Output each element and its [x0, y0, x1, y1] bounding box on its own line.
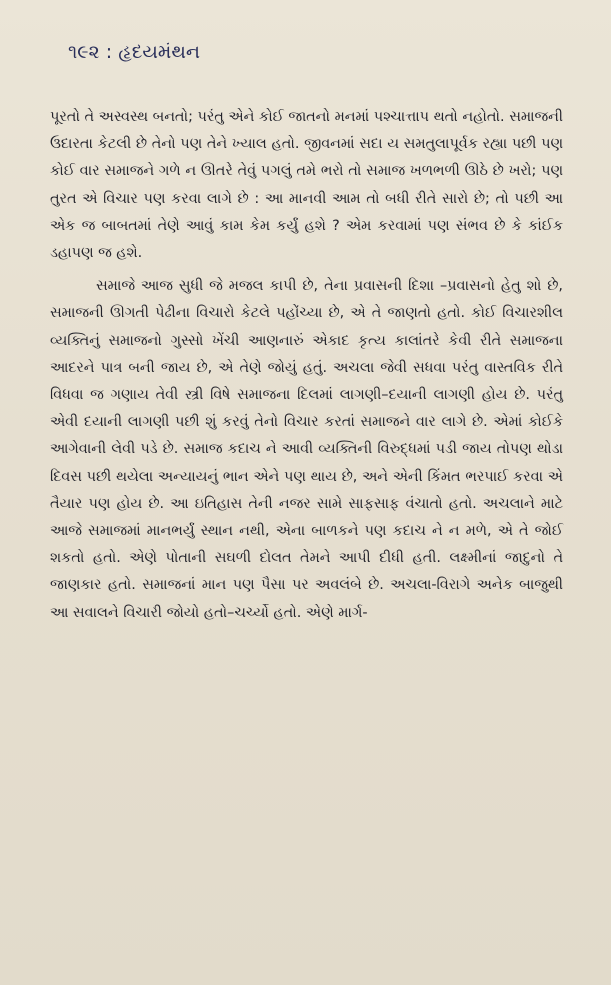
page-number: ૧૯૨ [68, 41, 100, 63]
book-title: હૃદયમંથન [118, 41, 201, 63]
running-header [68, 38, 563, 66]
paragraph-1: પૂરતો તે અસ્વસ્થ બનતો; પરંતુ એને કોઈ જાતનો મનમાં પશ્ચાત્તાપ થતો નહોતો. સમાજની ઉદારતા કેટલી છે તેનો પણ તેને ખ્યાલ હતો. જીવનમાં સદા ય સમતુલાપૂર્વક રહ્યા પછી પણ કોઈ વાર સમાજને ગળે ન ઊતરે તેવું પગલું તમે ભરો તો સમાજ ખળભળી ઊઠે છે ખરો; પણ તુરત એ વિચાર પણ કરવા લાગે છે : આ માનવી આમ તો બધી રીતે સારો છે; તો પછી આ એક જ બાબતમાં તેણે આવું કામ કેમ કર્યું હશે ? એમ કરવામાં પણ સંભવ છે કે કાંઈક ડહાપણ જ હશે. [50, 109, 563, 262]
paragraph-2: સમાજે આજ સુધી જે મજલ કાપી છે, તેના પ્રવાસની દિશા –પ્રવાસનો હેતુ શો છે, સમાજની ઊગતી પેઢીના વિચારો કેટલે પહોંચ્યા છે, એ તે જાણતો હતો. કોઈ વિચારશીલ વ્યક્તિનું સમાજનો ગુસ્સો ખેંચી આણનારું એકાદ કૃત્ય કાલાંતરે કેવી રીતે સમાજના આદરને પાત્ર બની જાય છે, એ તેણે જોયું હતું. અચલા જેવી સધવા પરંતુ વાસ્તવિક રીતે વિધવા જ ગણાય તેવી સ્ત્રી વિષે સમાજના દિલમાં લાગણી–દયાની લાગણી હોય છે. પરંતુ એવી દયાની લાગણી પછી શું કરવું તેનો વિચાર કરતાં સમાજને વાર લાગે છે. એમાં કોઈકે આગેવાની લેવી પડે છે. સમાજ કદાચ ને આવી વ્યક્તિની વિરુદ્ધમાં પડી જાય તોપણ થોડા દિવસ પછી થયેલા અન્યાયનું ભાન એને પણ થાય છે, અને એની કિંમત ભરપાઈ કરવા એ તૈયાર પણ હોય છે. આ ઇતિહાસ તેની નજર સામે સાફસાફ વંચાતો હતો. અચલાને માટે આજે સમાજમાં માનભર્યું સ્થાન નથી, એના બાળકને પણ કદાચ ને ન મળે, એ તે જોઈ શકતો હતો. એણે પોતાની સઘળી દોલત તેમને આપી દીધી હતી. લક્ષ્મીનાં જાદુનો તે જાણકાર હતો. સમાજનાં માન પણ પૈસા પર અવલંબે છે. અચલા-વિરાગે અનેક બાજુથી આ સવાલને વિચારી જોયો હતો–ચર્ચ્યો હતો. એણે માર્ગ- [50, 278, 563, 621]
header-separator: : [105, 41, 113, 63]
body-text [50, 104, 563, 627]
